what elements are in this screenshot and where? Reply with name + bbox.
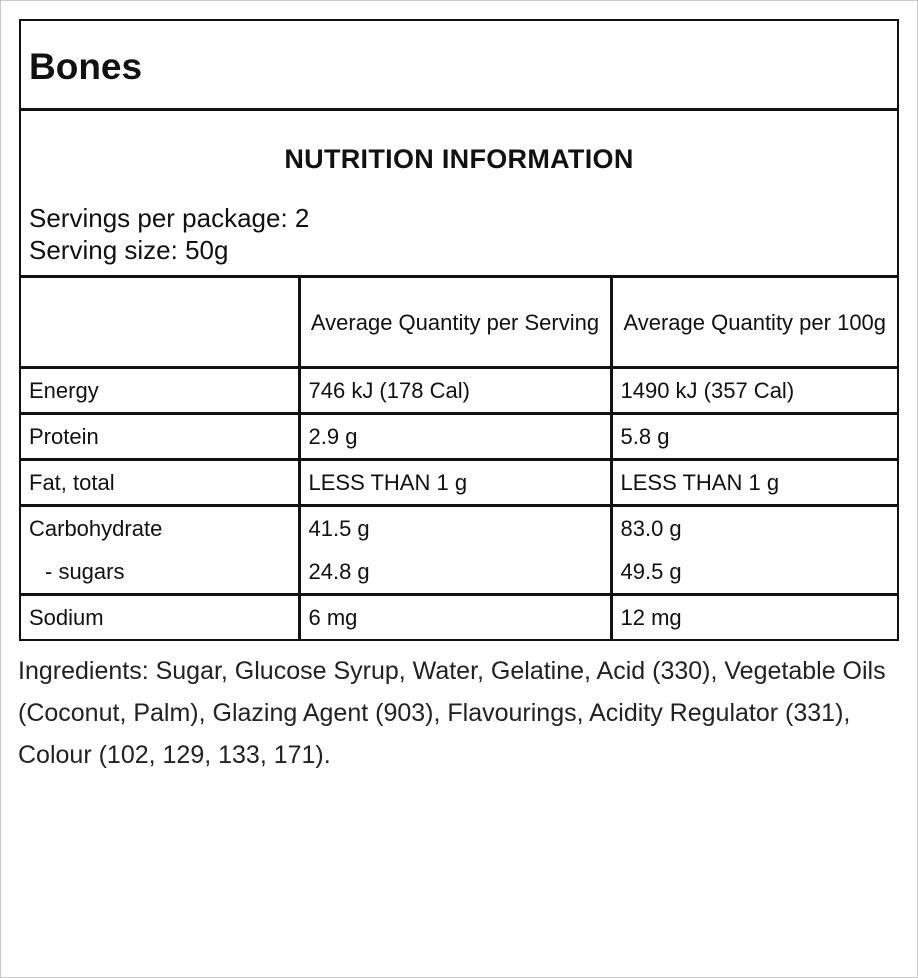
title-box xyxy=(21,21,897,111)
nutrition-heading: NUTRITION INFORMATION xyxy=(284,144,634,174)
sugars-serving: 24.8 g xyxy=(308,559,370,584)
carbohydrate-per100-cell xyxy=(611,506,897,595)
table-row-fat xyxy=(21,460,897,506)
sodium-per100: 12 mg xyxy=(620,604,682,630)
servings-per-package: Servings per package: 2 xyxy=(29,203,310,233)
header-blank-cell xyxy=(21,278,299,368)
protein-per100: 5.8 g xyxy=(611,414,897,460)
fat-label: Fat, total xyxy=(21,460,299,506)
nutrition-panel xyxy=(19,19,899,641)
product-title: Bones xyxy=(29,45,143,87)
sugars-per100: 49.5 g xyxy=(620,559,682,584)
carbohydrate-serving: 41.5 g xyxy=(308,516,370,541)
ingredients-text: Ingredients: Sugar, Glucose Syrup, Water, Gelatine, Acid (330), Vegetable Oils (Coconut, Palm), Glazing Agent (903), Flavourings, Acidity Regulator (331), Colour (102, 129, 133, 171). xyxy=(18,657,886,769)
table-row-sodium xyxy=(21,595,897,640)
table-header-row xyxy=(21,278,897,368)
nutrition-info-box xyxy=(21,111,897,278)
carbohydrate-label: Carbohydrate xyxy=(29,516,163,541)
fat-serving: LESS THAN 1 g xyxy=(299,460,611,506)
fat-per100: LESS THAN 1 g xyxy=(611,460,897,506)
energy-label: Energy xyxy=(21,368,299,414)
energy-per100: 1490 kJ (357 Cal) xyxy=(611,368,897,414)
carbohydrate-serving-cell xyxy=(299,506,611,595)
header-per-serving: Average Quantity per Serving xyxy=(299,278,611,368)
table-row-carbohydrate xyxy=(21,506,897,595)
energy-serving: 746 kJ (178 Cal) xyxy=(299,368,611,414)
nutrition-table xyxy=(21,278,897,639)
sodium-label: Sodium xyxy=(21,595,299,640)
table-row-protein xyxy=(21,414,897,460)
header-per-100g: Average Quantity per 100g xyxy=(611,278,897,368)
sodium-serving: 6 mg xyxy=(299,595,611,640)
carbohydrate-label-cell xyxy=(21,506,299,595)
carbohydrate-per100: 83.0 g xyxy=(620,516,682,541)
protein-label: Protein xyxy=(21,414,299,460)
serving-size: Serving size: 50g xyxy=(29,235,229,265)
sugars-label: - sugars xyxy=(45,559,125,584)
table-row-energy xyxy=(21,368,897,414)
protein-serving: 2.9 g xyxy=(299,414,611,460)
